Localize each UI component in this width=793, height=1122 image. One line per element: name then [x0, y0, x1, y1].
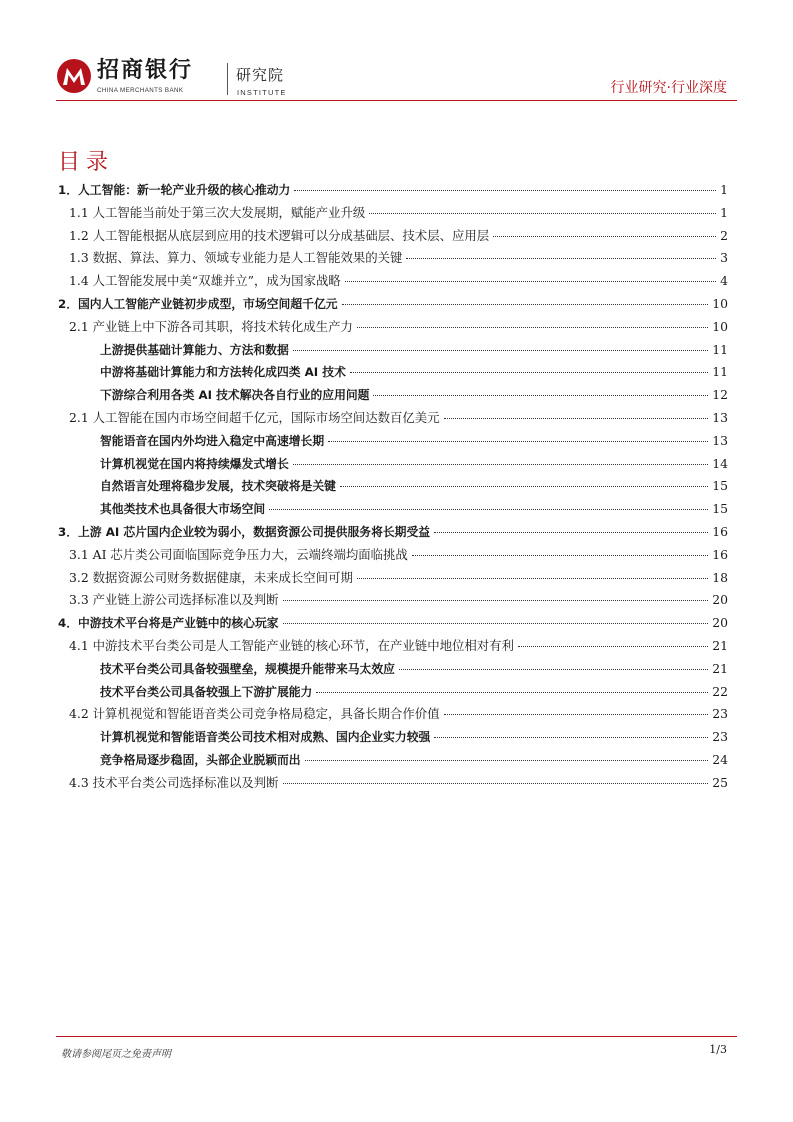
toc-entry-text: 2．国内人工智能产业链初步成型，市场空间超千亿元 — [58, 296, 338, 311]
toc-entry-page: 14 — [712, 455, 728, 471]
toc-dot-leader — [399, 668, 708, 670]
toc-dot-leader — [283, 782, 709, 784]
toc-dot-leader — [406, 257, 716, 259]
toc-dot-leader — [493, 235, 716, 237]
toc-entry-3-3[interactable] — [58, 589, 728, 612]
toc-entry-page: 3 — [720, 250, 728, 266]
toc-entry-2-1-c[interactable] — [58, 384, 728, 407]
toc-entry-1-2[interactable] — [58, 225, 728, 248]
toc-dot-leader — [305, 759, 709, 761]
toc-entry-2-2-b[interactable] — [58, 453, 728, 476]
toc-dot-leader — [316, 691, 708, 693]
toc-entry-text: 3.2 数据资源公司财务数据健康，未来成长空间可期 — [69, 569, 353, 585]
toc-entry-page: 1 — [720, 182, 728, 197]
toc-entry-page: 10 — [712, 318, 728, 334]
toc-entry-3[interactable] — [58, 521, 728, 544]
toc-entry-text: 技术平台类公司具备较强上下游扩展能力 — [100, 684, 313, 699]
toc-entry-page: 18 — [712, 569, 728, 585]
toc-entry-text: 竞争格局逐步稳固，头部企业脱颖而出 — [100, 752, 301, 767]
institute-name-cn: 研究院 — [236, 66, 285, 84]
toc-entry-text: 计算机视觉在国内将持续爆发式增长 — [100, 456, 289, 471]
toc-dot-leader — [293, 463, 708, 465]
toc-entry-4-1-a[interactable] — [58, 658, 728, 681]
bank-name-en: CHINA MERCHANTS BANK — [97, 87, 184, 94]
toc-entry-text: 3.1 AI 芯片类公司面临国际竞争压力大，云端终端均面临挑战 — [69, 546, 408, 562]
institute-name-en: INSTITUTE — [237, 88, 287, 97]
toc-entry-text: 1．人工智能：新一轮产业升级的核心推动力 — [58, 183, 291, 197]
toc-entry-text: 技术平台类公司具备较强壁垒，规模提升能带来马太效应 — [100, 661, 395, 676]
footer-disclaimer: 敬请参阅尾页之免责声明 — [61, 1049, 171, 1060]
toc-entry-page: 10 — [712, 295, 728, 311]
toc-entry-3-2[interactable] — [58, 567, 728, 590]
toc-entry-1-1[interactable] — [58, 202, 728, 225]
toc-entry-3-1[interactable] — [58, 544, 728, 567]
toc-entry-4-2[interactable] — [58, 703, 728, 726]
toc-entry-text: 自然语言处理将稳步发展，技术突破将是关键 — [100, 479, 336, 494]
toc-entry-text: 4.2 计算机视觉和智能语音类公司竞争格局稳定，具备长期合作价值 — [69, 706, 440, 722]
toc-entry-2-2-a[interactable] — [58, 430, 728, 453]
toc-entry-page: 4 — [720, 273, 728, 289]
toc-entry-2-2-d[interactable] — [58, 498, 728, 521]
toc-dot-leader — [412, 554, 708, 556]
toc-entry-text: 4．中游技术平台将是产业链中的核心玩家 — [58, 616, 279, 631]
toc-dot-leader — [340, 485, 708, 487]
toc-entry-text: 1.4 人工智能发展中美“双雄并立”，成为国家战略 — [69, 273, 341, 289]
toc-entry-text: 下游综合利用各类 AI 技术解决各自行业的应用问题 — [100, 388, 370, 403]
toc-dot-leader — [357, 577, 708, 579]
toc-dot-leader — [369, 212, 716, 214]
toc-entry-text: 1.3 数据、算法、算力、领域专业能力是人工智能效果的关键 — [69, 250, 403, 266]
toc-entry-2-1-b[interactable] — [58, 361, 728, 384]
table-of-contents — [58, 179, 728, 795]
toc-entry-text: 2.1 产业链上中下游各司其职，将技术转化成生产力 — [69, 318, 353, 334]
toc-entry-text: 1.1 人工智能当前处于第三次大发展期，赋能产业升级 — [69, 204, 366, 220]
toc-entry-page: 13 — [712, 409, 728, 425]
toc-entry-1[interactable] — [58, 179, 728, 202]
toc-entry-page: 22 — [712, 683, 728, 699]
toc-entry-page: 1 — [720, 204, 728, 220]
toc-dot-leader — [283, 599, 709, 601]
toc-entry-text: 中游将基础计算能力和方法转化成四类 AI 技术 — [100, 365, 346, 380]
toc-entry-text: 上游提供基础计算能力、方法和数据 — [100, 342, 289, 357]
toc-dot-leader — [350, 371, 708, 373]
toc-entry-page: 21 — [712, 660, 728, 676]
toc-entry-page: 15 — [712, 501, 728, 517]
toc-entry-text: 4.3 技术平台类公司选择标准以及判断 — [69, 774, 279, 790]
toc-entry-text: 计算机视觉和智能语音类公司技术相对成熟、国内企业实力较强 — [100, 730, 431, 745]
toc-dot-leader — [518, 645, 708, 647]
toc-entry-page: 16 — [712, 523, 728, 539]
toc-entry-page: 16 — [712, 546, 728, 562]
toc-dot-leader — [434, 736, 708, 738]
toc-dot-leader — [434, 531, 708, 533]
toc-entry-2[interactable] — [58, 293, 728, 316]
toc-dot-leader — [444, 713, 709, 715]
logo-divider — [227, 63, 228, 95]
toc-entry-2-2[interactable] — [58, 407, 728, 430]
toc-entry-page: 11 — [712, 364, 728, 380]
toc-dot-leader — [294, 189, 716, 191]
toc-entry-4-1-b[interactable] — [58, 681, 728, 704]
toc-entry-page: 25 — [712, 774, 728, 790]
toc-entry-2-2-c[interactable] — [58, 475, 728, 498]
toc-entry-4[interactable] — [58, 612, 728, 635]
bank-name-cn: 招商银行 — [97, 58, 194, 83]
toc-entry-page: 24 — [712, 751, 728, 767]
toc-entry-page: 20 — [712, 592, 728, 608]
toc-entry-2-1[interactable] — [58, 316, 728, 339]
toc-entry-4-2-a[interactable] — [58, 726, 728, 749]
toc-entry-text: 2.1 人工智能在国内市场空间超千亿元，国际市场空间达数百亿美元 — [69, 409, 440, 425]
toc-entry-text: 智能语音在国内外均进入稳定中高速增长期 — [100, 433, 325, 448]
report-type-label: 行业研究·行业深度 — [610, 80, 727, 96]
toc-dot-leader — [345, 280, 716, 282]
toc-entry-text: 4.1 中游技术平台类公司是人工智能产业链的核心环节，在产业链中地位相对有利 — [69, 637, 514, 653]
toc-entry-1-3[interactable] — [58, 247, 728, 270]
toc-entry-text: 1.2 人工智能根据从底层到应用的技术逻辑可以分成基础层、技术层、应用层 — [69, 227, 490, 243]
toc-entry-page: 20 — [712, 615, 728, 631]
toc-entry-page: 15 — [712, 478, 728, 494]
toc-dot-leader — [444, 417, 709, 419]
toc-dot-leader — [357, 326, 708, 328]
toc-entry-page: 23 — [712, 729, 728, 745]
toc-dot-leader — [293, 349, 708, 351]
toc-title: 目录 — [58, 150, 115, 175]
toc-dot-leader — [283, 622, 709, 624]
toc-entry-2-1-a[interactable] — [58, 339, 728, 362]
toc-entry-page: 12 — [712, 387, 728, 403]
toc-entry-page: 2 — [720, 227, 728, 243]
footer-divider — [56, 1036, 737, 1037]
header-divider — [56, 100, 737, 101]
toc-entry-page: 13 — [712, 432, 728, 448]
toc-entry-4-3[interactable] — [58, 772, 728, 795]
toc-dot-leader — [342, 303, 709, 305]
toc-entry-text: 其他类技术也具备很大市场空间 — [100, 502, 266, 517]
toc-entry-1-4[interactable] — [58, 270, 728, 293]
footer-page-indicator: 1/3 — [709, 1043, 727, 1056]
toc-entry-page: 21 — [712, 637, 728, 653]
toc-entry-4-1[interactable] — [58, 635, 728, 658]
toc-dot-leader — [328, 440, 708, 442]
toc-dot-leader — [269, 508, 708, 510]
toc-entry-page: 11 — [712, 341, 728, 357]
toc-entry-page: 23 — [712, 706, 728, 722]
toc-dot-leader — [373, 394, 708, 396]
cmb-logo-icon — [56, 58, 92, 94]
toc-entry-4-2-b[interactable] — [58, 749, 728, 772]
page-header — [0, 0, 793, 105]
toc-entry-text: 3.3 产业链上游公司选择标准以及判断 — [69, 592, 279, 608]
toc-entry-text: 3．上游 AI 芯片国内企业较为弱小，数据资源公司提供服务将长期受益 — [58, 524, 431, 539]
